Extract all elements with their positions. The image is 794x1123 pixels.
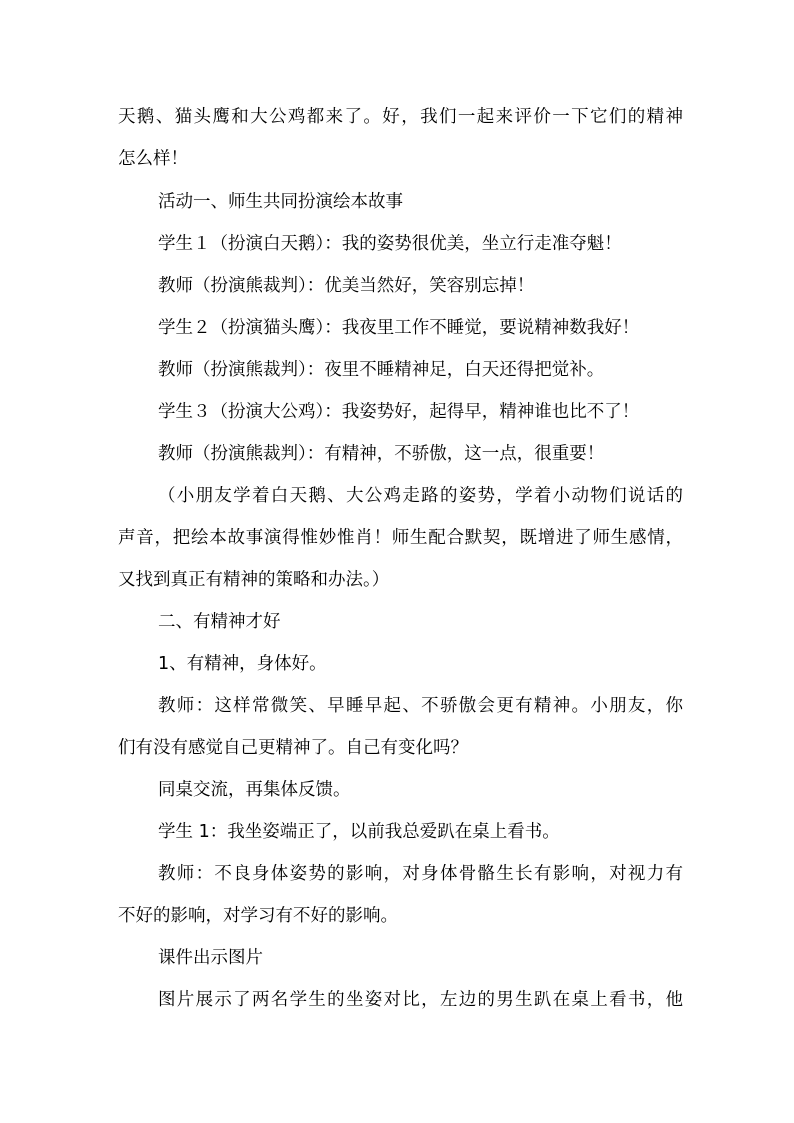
subheading: 1、有精神，身体好。: [158, 654, 327, 674]
paragraph-line: 怎么样！: [118, 149, 188, 169]
paragraph-line: 课件出示图片: [158, 948, 263, 968]
dialogue-line: 学生２（扮演猫头鹰）：我夜里工作不睡觉，要说精神数我好！: [158, 318, 640, 338]
dialogue-line: 学生３（扮演大公鸡）：我姿势好，起得早，精神谁也比不了！: [158, 402, 640, 422]
paragraph-line: 教师：不良身体姿势的影响，对身体骨骼生长有影响，对视力有: [158, 864, 683, 884]
paragraph-line: 声音，把绘本故事演得惟妙惟肖！师生配合默契，既增进了师生感情，: [118, 528, 683, 548]
dialogue-line: 学生 1：我坐姿端正了，以前我总爱趴在桌上看书。: [158, 822, 560, 842]
paragraph-line: （小朋友学着白天鹅、大公鸡走路的姿势，学着小动物们说话的: [158, 486, 683, 506]
dialogue-line: 学生１（扮演白天鹅）：我的姿势很优美，坐立行走准夺魁！: [158, 234, 622, 254]
dialogue-line: 教师（扮演熊裁判）：优美当然好，笑容别忘掉！: [158, 276, 535, 296]
section-heading: 二、有精神才好: [158, 612, 281, 632]
paragraph-line: 们有没有感觉自己更精神了。自己有变化吗？: [118, 738, 468, 758]
paragraph-line: 天鹅、猫头鹰和大公鸡都来了。好，我们一起来评价一下它们的精神: [118, 107, 683, 127]
paragraph-line: 同桌交流，再集体反馈。: [158, 780, 351, 800]
paragraph-line: 又找到真正有精神的策略和办法。）: [118, 570, 390, 590]
dialogue-line: 教师（扮演熊裁判）：夜里不睡精神足，白天还得把觉补。: [158, 360, 605, 380]
section-heading: 活动一、师生共同扮演绘本故事: [158, 192, 403, 212]
paragraph-line: 图片展示了两名学生的坐姿对比，左边的男生趴在桌上看书，他: [158, 990, 683, 1010]
paragraph-line: 不好的影响，对学习有不好的影响。: [118, 906, 398, 926]
paragraph-line: 教师：这样常微笑、早睡早起、不骄傲会更有精神。小朋友，你: [158, 696, 683, 716]
dialogue-line: 教师（扮演熊裁判）：有精神，不骄傲，这一点，很重要！: [158, 444, 605, 464]
